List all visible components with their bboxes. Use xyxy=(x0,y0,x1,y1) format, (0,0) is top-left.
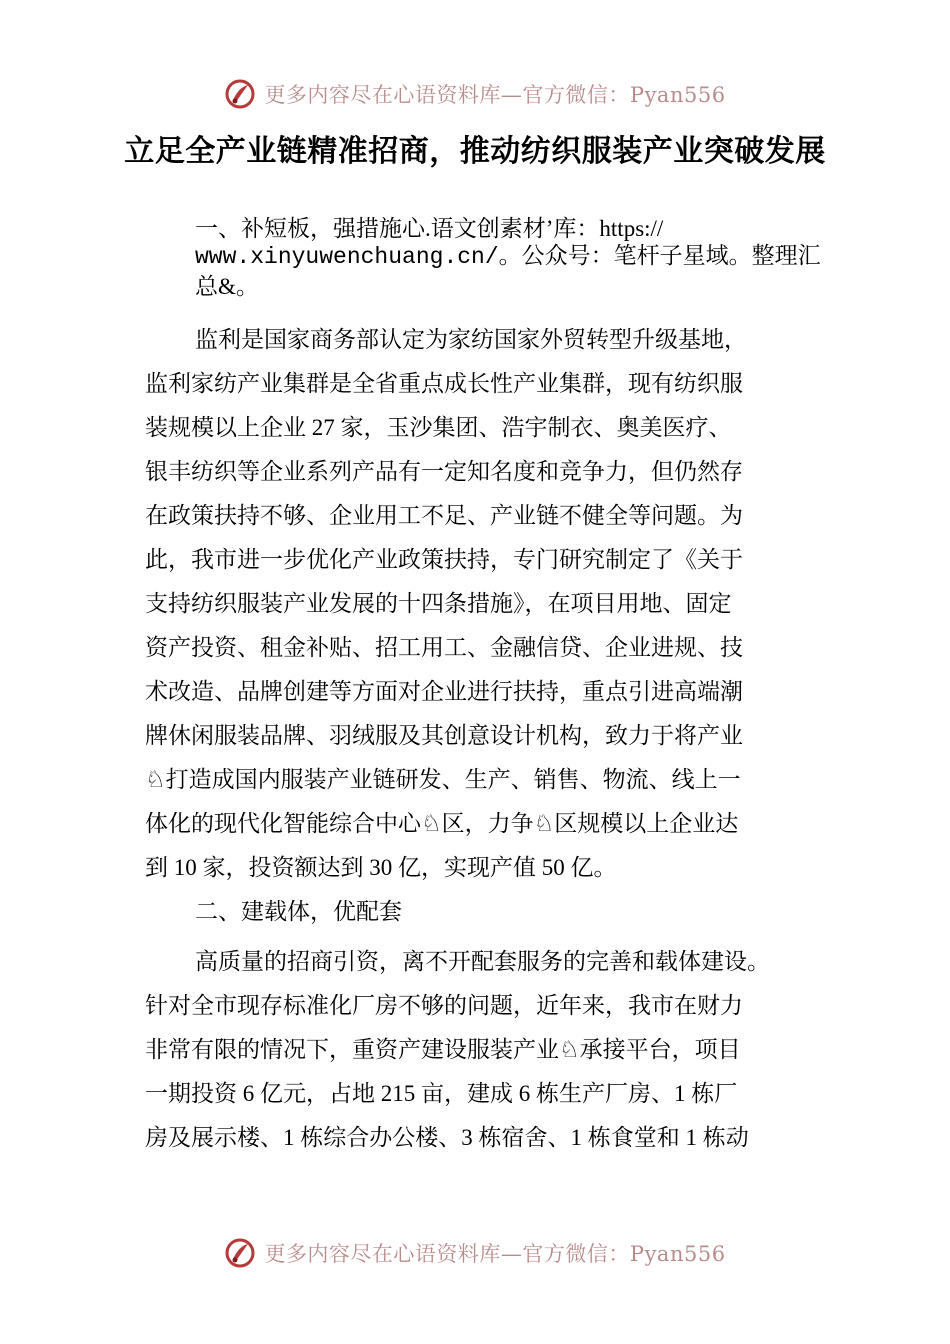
paragraph-line: 监利是国家商务部认定为家纺国家外贸转型升级基地， xyxy=(195,327,747,352)
section-1-heading xyxy=(145,214,845,301)
watermark-banner-top xyxy=(0,74,950,114)
section-2-heading xyxy=(145,890,845,934)
paragraph-line: 在政策扶持不够、企业用工不足、产业链不健全等问题。为 xyxy=(145,503,743,528)
paragraph-line: 银丰纺织等企业系列产品有一定知名度和竞争力，但仍然存 xyxy=(145,459,743,484)
paragraph-line: 支持纺织服装产业发展的十四条措施》，在项目用地、固定 xyxy=(145,591,732,616)
paragraph-line: 针对全市现存标准化厂房不够的问题，近年来，我市在财力 xyxy=(145,993,743,1018)
watermark-banner-bottom xyxy=(0,1233,950,1273)
paragraph-line: 监利家纺产业集群是全省重点成长性产业集群，现有纺织服 xyxy=(145,371,743,396)
paragraph-line: 装规模以上企业 27 家，玉沙集团、浩宇制衣、奥美医疗、 xyxy=(145,415,732,440)
section-1-line: 总&。 xyxy=(195,274,259,299)
paragraph-line: 此，我市进一步优化产业政策扶持，专门研究制定了《关于 xyxy=(145,547,743,572)
paragraph-1 xyxy=(145,318,845,890)
paragraph-2 xyxy=(145,940,845,1160)
section-2-title: 二、建载体，优配套 xyxy=(195,899,402,924)
paragraph-line: 房及展示楼、1 栋综合办公楼、3 栋宿舍、1 栋食堂和 1 栋动 xyxy=(145,1125,749,1150)
section-1-line: www.xinyuwenchuang.cn/。公众号：笔杆子星域。整理汇 xyxy=(195,244,821,270)
paragraph-line: 一期投资 6 亿元，占地 215 亩，建成 6 栋生产厂房、1 栋厂 xyxy=(145,1081,738,1106)
brush-logo-icon xyxy=(224,78,256,110)
paragraph-line: 体化的现代化智能综合中心♘区，力争♘区规模以上企业达 xyxy=(145,811,739,836)
paragraph-line: ♘打造成国内服装产业链研发、生产、销售、物流、线上一 xyxy=(145,767,741,792)
watermark-text: 更多内容尽在心语资料库—官方微信：Pyan556 xyxy=(264,1242,726,1266)
paragraph-line: 高质量的招商引资，离不开配套服务的完善和载体建设。 xyxy=(195,949,770,974)
section-1-line: 一、补短板，强措施心.语文创素材’库：https:// xyxy=(195,216,664,241)
document-title: 立足全产业链精准招商，推动纺织服装产业突破发展 xyxy=(124,134,826,169)
paragraph-line: 牌休闲服装品牌、羽绒服及其创意设计机构，致力于将产业 xyxy=(145,723,743,748)
paragraph-line: 术改造、品牌创建等方面对企业进行扶持，重点引进高端潮 xyxy=(145,679,743,704)
paragraph-line: 资产投资、租金补贴、招工用工、金融信贷、企业进规、技 xyxy=(145,635,743,660)
watermark-text: 更多内容尽在心语资料库—官方微信：Pyan556 xyxy=(264,83,726,107)
paragraph-line: 到 10 家，投资额达到 30 亿，实现产值 50 亿。 xyxy=(145,855,617,880)
brush-logo-icon xyxy=(224,1237,256,1269)
paragraph-line: 非常有限的情况下，重资产建设服装产业♘承接平台，项目 xyxy=(145,1037,741,1062)
